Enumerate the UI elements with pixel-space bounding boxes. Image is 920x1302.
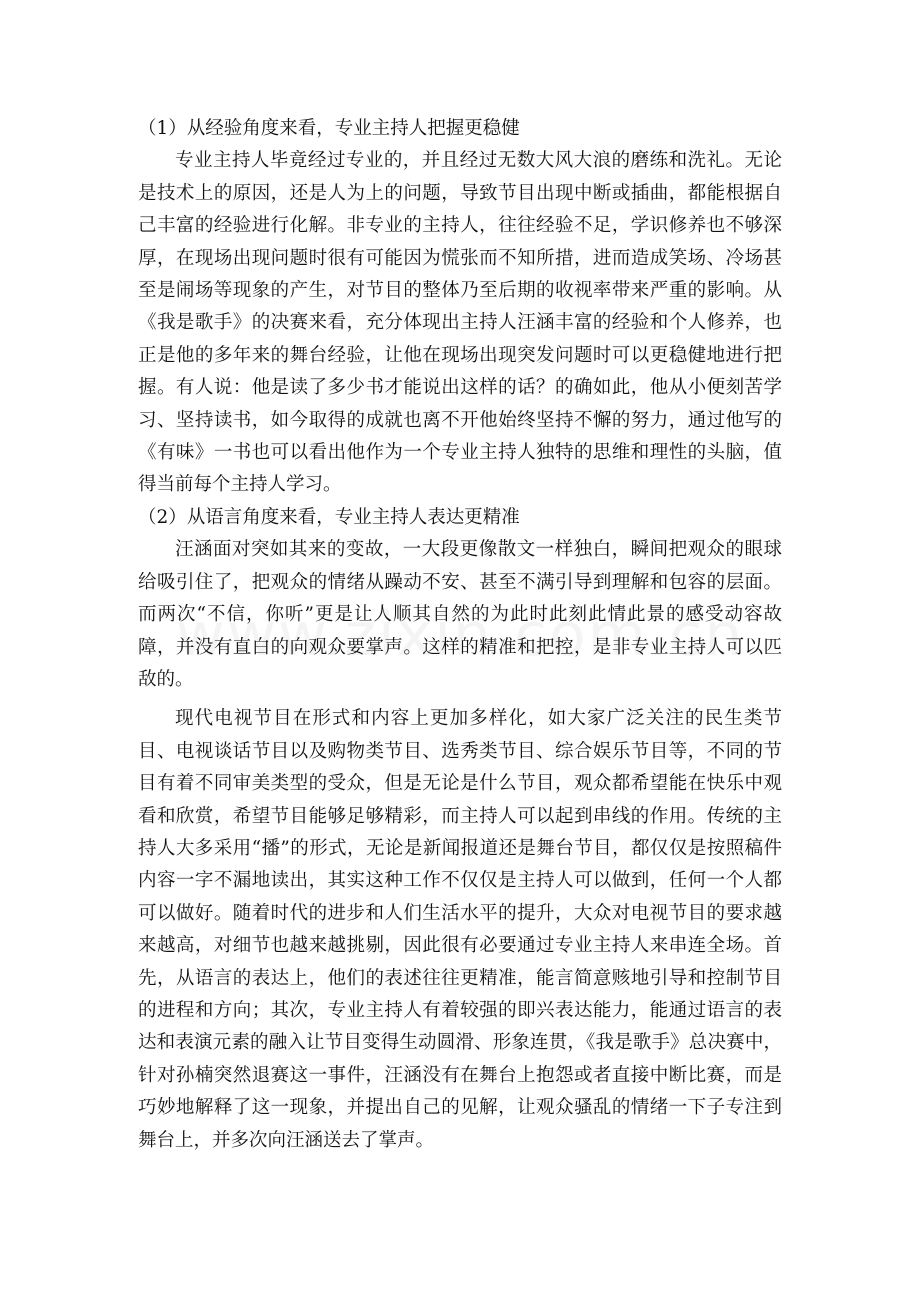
- document-body: [138, 113, 782, 1157]
- paragraph-modern-tv: 现代电视节目在形式和内容上更加多样化，如大家广泛关注的民生类节目、电视谈话节目以及购物类节目、选秀类节目、综合娱乐节目等，不同的节目有着不同审美类型的受众，但是无论是什么节目，观众都希望能在快乐中观看和欣赏，希望节目能够足够精彩，而主持人可以起到串线的作用。传统的主持人大多采用“播”的形式，无论是新闻报道还是舞台节目，都仅仅是按照稿件内容一字不漏地读出，其实这种工作不仅仅是主持人可以做到，任何一个人都可以做好。随着时代的进步和人们生活水平的提升，大众对电视节目的要求越来越高，对细节也越来越挑剔，因此很有必要通过专业主持人来串连全场。首先，从语言的表达上，他们的表述往往更精准，能言简意赅地引导和控制节目的进程和方向；其次，专业主持人有着较强的即兴表达能力，能通过语言的表达和表演元素的融入让节目变得生动圆滑、形象连贯，《我是歌手》总决赛中，针对孙楠突然退赛这一事件，汪涵没有在舞台上抱怨或者直接中断比赛，而是巧妙地解释了这一现象，并提出自己的见解，让观众骚乱的情绪一下子专注到舞台上，并多次向汪涵送去了掌声。: [138, 708, 782, 1151]
- section-heading-language: （2）从语言角度来看，专业主持人表达更精准: [138, 506, 520, 528]
- paragraph-experience: 专业主持人毕竟经过专业的，并且经过无数大风大浪的磨练和洗礼。无论是技术上的原因，还是人为上的问题，导致节目出现中断或插曲，都能根据自己丰富的经验进行化解。非专业的主持人，往往经验不足，学识修养也不够深厚，在现场出现问题时很有可能因为慌张而不知所措，进而造成笑场、冷场甚至是闹场等现象的产生，对节目的整体乃至后期的收视率带来严重的影响。从《我是歌手》的决赛来看，充分体现出主持人汪涵丰富的经验和个人修养，也正是他的多年来的舞台经验，让他在现场出现突发问题时可以更稳健地进行把握。有人说：他是读了多少书才能说出这样的话？的确如此，他从小便刻苦学习、坚持读书，如今取得的成就也离不开他始终坚持不懈的努力，通过他写的《有味》一书也可以看出他作为一个专业主持人独特的思维和理性的头脑，值得当前每个主持人学习。: [138, 150, 782, 496]
- paragraph-language: 汪涵面对突如其来的变故，一大段更像散文一样独白，瞬间把观众的眼球给吸引住了，把观众的情绪从躁动不安、甚至不满引导到理解和包容的层面。而两次“不信，你听”更是让人顺其自然的为此时此刻此情此景的感受动容故障，并没有直白的向观众要掌声。这样的精准和把控，是非专业主持人可以匹敌的。: [138, 539, 782, 690]
- section-heading-experience: （1）从经验角度来看，专业主持人把握更稳健: [138, 118, 520, 139]
